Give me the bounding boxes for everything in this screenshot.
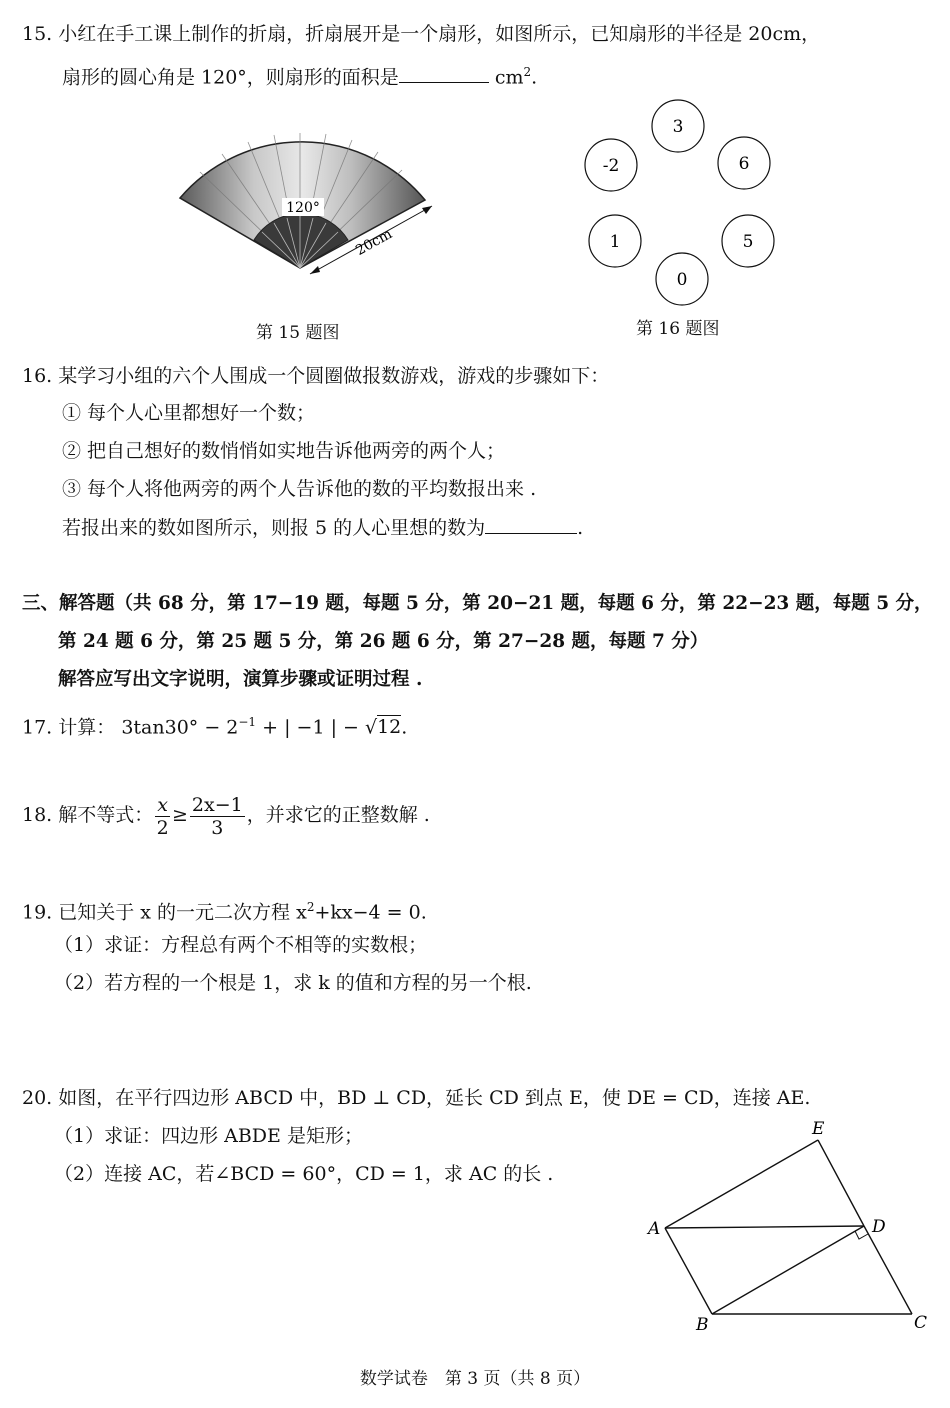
segment-AE <box>665 1140 818 1228</box>
q19-part1: （1）求证：方程总有两个不相等的实数根； <box>54 934 428 956</box>
q15-line2: 扇形的圆心角是 120°，则扇形的面积是 $cm^2$. <box>62 65 538 89</box>
q19-part2: （2）若方程的一个根是 1，求 k 的值和方程的另一个根. <box>54 972 532 994</box>
q16-answer-blank <box>485 515 577 534</box>
sqrt-symbol: √ <box>364 716 378 739</box>
segment-BD <box>712 1226 864 1314</box>
q20-part1: （1）求证：四边形 ABDE 是矩形； <box>54 1125 363 1147</box>
segment-AB <box>665 1228 712 1314</box>
q15-answer-blank <box>399 64 489 83</box>
label-C: C <box>914 1313 928 1333</box>
q15-caption: 第 15 题图 <box>256 323 340 343</box>
segment-AD <box>665 1226 864 1228</box>
q18: 18. 解不等式： $\frac{x}{2}$ ≥ $\frac{2x-1}{3}$ ，并求它的正整数解 . <box>22 793 430 839</box>
q16-caption: 第 16 题图 <box>636 319 720 339</box>
segment-DC <box>864 1226 912 1314</box>
q19-stem: 19. 已知关于 x 的一元二次方程 $x^2+kx-4 = 0$. <box>22 900 427 924</box>
circle-label-upper-right: 6 <box>738 154 750 174</box>
parallelogram-figure <box>640 1118 940 1338</box>
fan-figure <box>170 128 440 288</box>
circle-label-lower-right: 5 <box>742 232 754 252</box>
fraction-2x-1-over-3: $\frac{2x-1}{3}$ <box>191 793 243 839</box>
q16-step1: ① 每个人心里都想好一个数； <box>62 402 316 424</box>
section3-line2: 第 24 题 6 分，第 25 题 5 分，第 26 题 6 分，第 27−28 题，每题 7 分） <box>58 631 709 652</box>
q20-part2: （2）连接 AC，若∠BCD = 60°，CD = 1，求 AC 的长 . <box>54 1163 554 1185</box>
fraction-x-over-2: $\frac{x}{2}$ <box>156 793 169 839</box>
page-footer: 数学试卷 第 3 页（共 8 页） <box>359 1369 591 1389</box>
label-D: D <box>872 1217 886 1237</box>
circle-label-top: 3 <box>672 117 684 137</box>
circle-label-bottom: 0 <box>676 270 688 290</box>
q16-step3: ③ 每个人将他两旁的两个人告诉他的数的平均数报出来 . <box>62 478 537 500</box>
right-angle-mark <box>855 1231 868 1239</box>
label-A: A <box>648 1219 661 1239</box>
section3-line1: 三、解答题（共 68 分，第 17−19 题，每题 5 分，第 20−21 题，每题 6 分，第 22−23 题，每题 5 分， <box>22 593 933 614</box>
q20-stem: 20. 如图，在平行四边形 ABCD 中，BD ⊥ CD，延长 CD 到点 E，使 DE = CD，连接 AE. <box>22 1087 811 1109</box>
circles-figure <box>580 96 780 311</box>
fan-angle-label: 120° <box>286 200 320 216</box>
q15-line1: 15. 小红在手工课上制作的折扇，折扇展开是一个扇形，如图所示，已知扇形的半径是 20cm， <box>22 23 821 45</box>
label-E: E <box>812 1119 825 1139</box>
label-B: B <box>696 1315 709 1335</box>
q16-step2: ② 把自己想好的数悄悄如实地告诉他两旁的两个人； <box>62 440 506 462</box>
q16-ask: 若报出来的数如图所示，则报 5 的人心里想的数为 . <box>62 517 584 539</box>
q16-stem: 16. 某学习小组的六个人围成一个圆圈做报数游戏，游戏的步骤如下： <box>22 365 610 387</box>
circle-label-upper-left: -2 <box>602 156 620 176</box>
fan-radius-label: 20cm <box>353 226 395 259</box>
section3-line3: 解答应写出文字说明，演算步骤或证明过程 . <box>58 669 423 690</box>
segment-ED <box>818 1140 864 1226</box>
q17: 17. 计算： $3\tan 30^\circ - 2^{-1}$ + | −1 | − √12. <box>22 715 408 739</box>
circle-label-lower-left: 1 <box>609 232 621 252</box>
